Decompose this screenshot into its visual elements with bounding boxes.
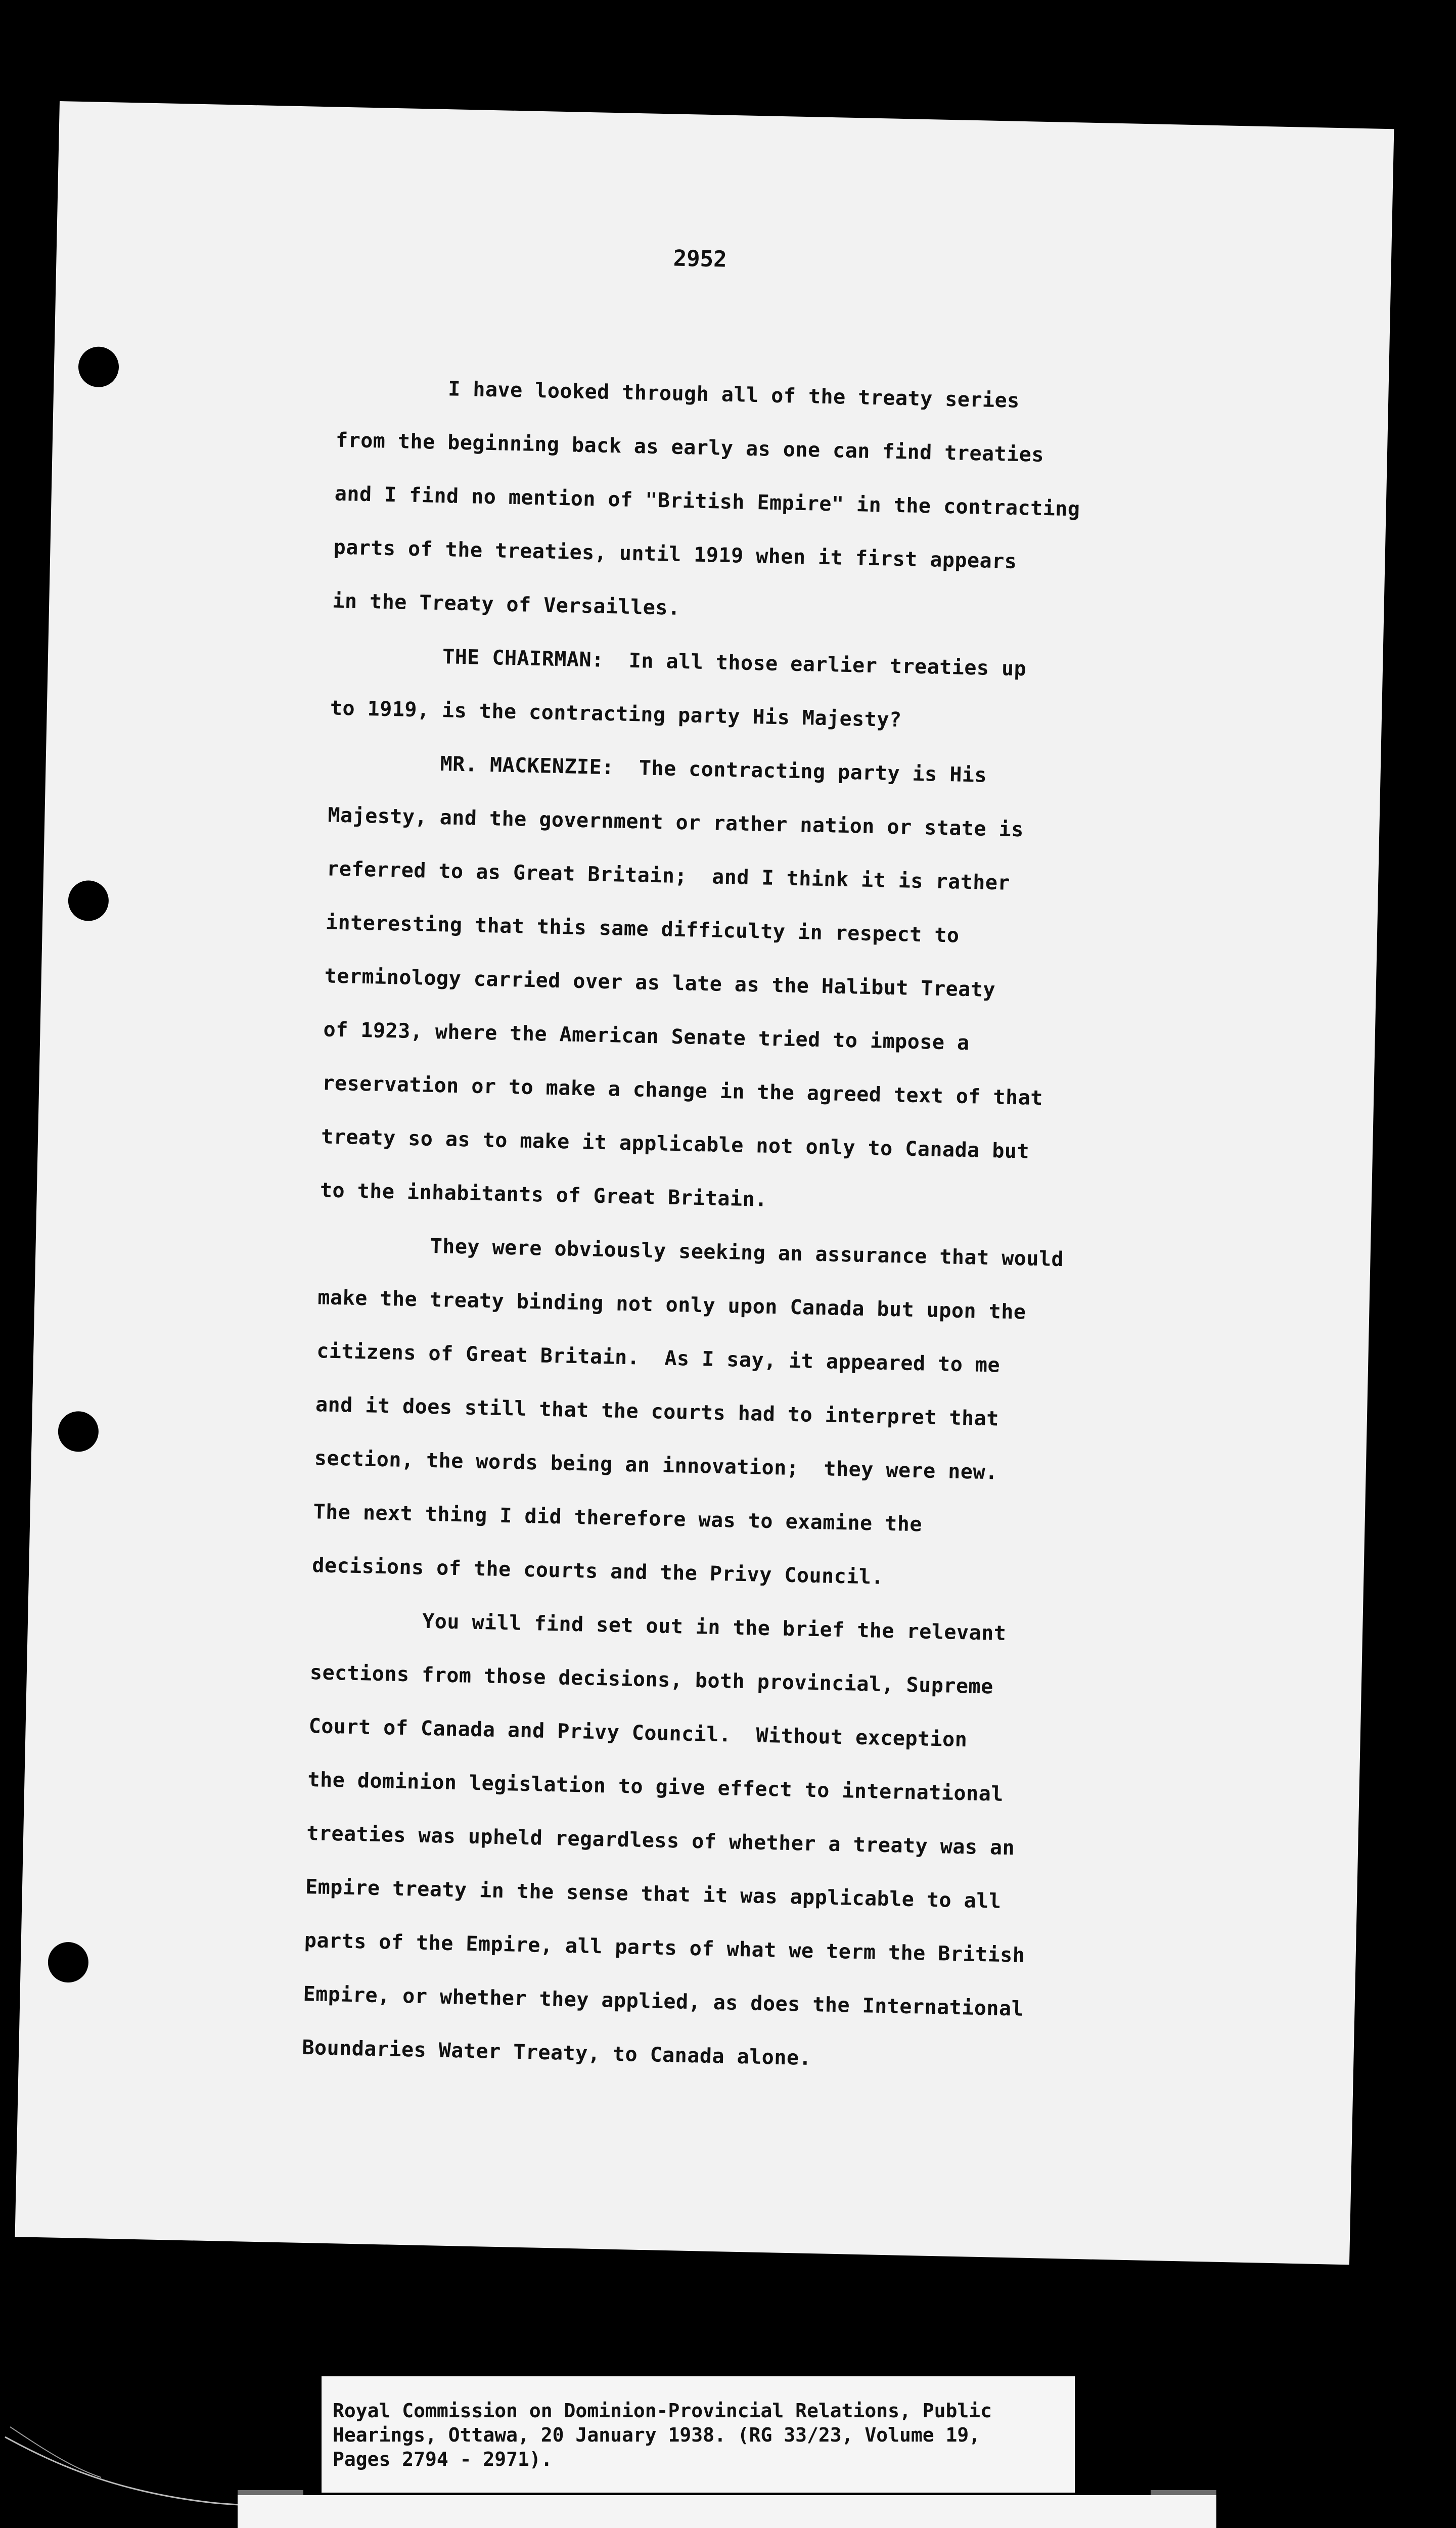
paragraph-chairman-question: THE CHAIRMAN: In all those earlier treaties up to 1919, is the contracting party His Majesty? — [330, 645, 1027, 732]
paragraph-assurance: They were obviously seeking an assurance that would make the treaty binding not only upon Canada but upon the citizens of Great Britain. As I say, it appeared to me and it does still that the courts had to interpret that section, the words being an innovation; they were new. The next thing I did therefore was to examine the decisions of the courts and the Privy Council. — [311, 1234, 1064, 1589]
punch-hole-bottom — [48, 1942, 89, 1983]
page-number: 2952 — [673, 245, 727, 273]
punch-hole-top — [78, 346, 119, 388]
punch-hole-upper-middle — [68, 880, 109, 922]
punch-hole-lower-middle — [58, 1411, 99, 1453]
paragraph-treaty-series: I have looked through all of the treaty series from the beginning back as early as one can find treaties and I find no mention of "British Empire" in the contracting parts of the treaties, until 1919 when it first appears in the Treaty of Versailles. — [332, 377, 1080, 620]
transcript-body — [301, 360, 1298, 2095]
public-archives-stamp — [238, 2495, 1216, 2528]
paragraph-brief-decisions: You will find set out in the brief the relevant sections from those decisions, both provincial, Supreme Court of Canada and Privy Council. Without exception the dominion legislation to give effect to international treaties was upheld regardless of whether a treaty was an Empire treaty in the sense that it was applicable to all parts of the Empire, all parts of what we term the British Empire, or whether they applied, as does the International Boundaries Water Treaty, to Canada alone. — [301, 1609, 1025, 2070]
document-page — [15, 101, 1394, 2265]
archive-caption-label: Royal Commission on Dominion-Provincial Relations, Public Hearings, Ottawa, 20 January 1938. (RG 33/23, Volume 19, Pages 2794 - 2971). — [322, 2376, 1075, 2493]
paragraph-mackenzie-answer: MR. MACKENZIE: The contracting party is His Majesty, and the government or rather nation or state is referred to as Great Britain; and I think it is rather interesting that this same difficulty in respect to terminology carried over as late as the Halibut Treaty of 1923, where the American Senate tried to impose a reservation or to make a change in the agreed text of that treaty so as to make it applicable not only to Canada but to the inhabitants of Great Britain. — [320, 752, 1043, 1211]
